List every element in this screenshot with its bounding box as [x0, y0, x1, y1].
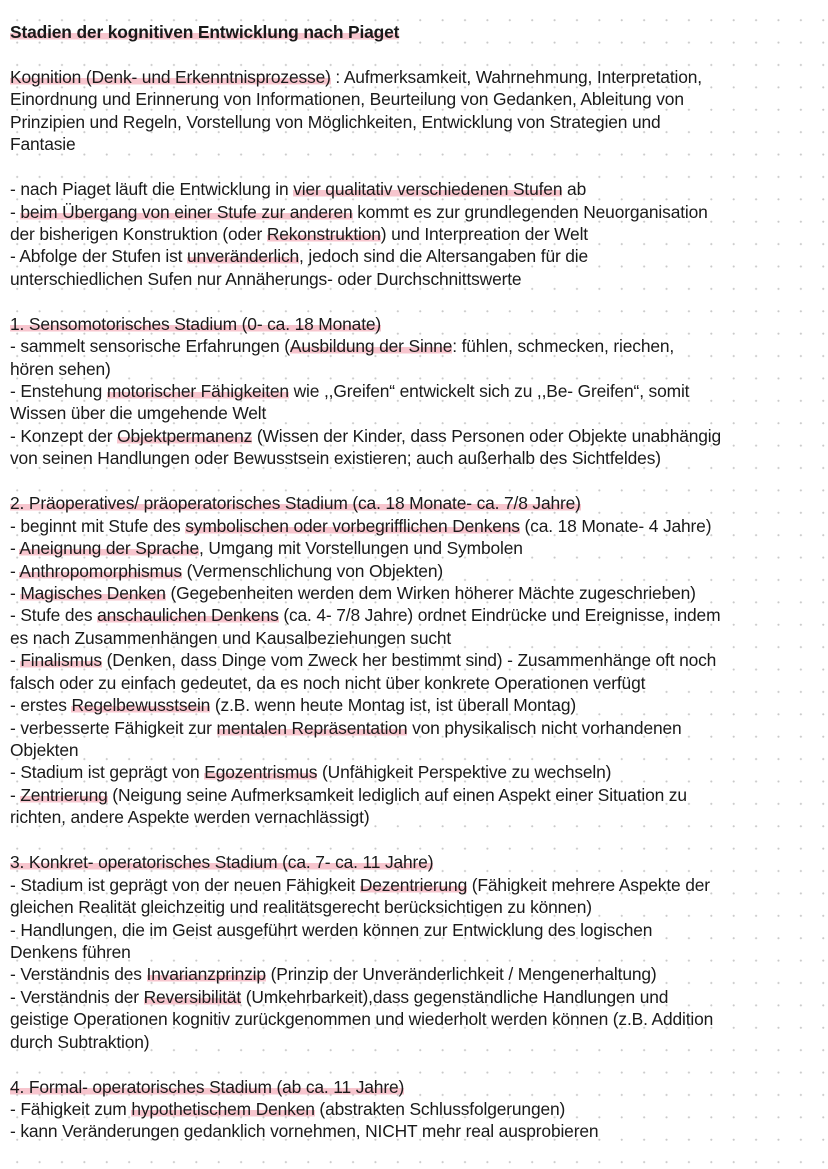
text-line — [10, 739, 828, 761]
text-line — [10, 941, 828, 963]
text-line — [10, 672, 828, 694]
text-segment: - Handlungen, die im Geist ausgeführt werden können zur Entwicklung des logischen — [10, 919, 653, 940]
text-line — [10, 1076, 828, 1098]
text-line — [10, 560, 828, 582]
note-document — [10, 21, 828, 1143]
highlighted-text: Stadien der kognitiven Entwicklung nach Piaget — [10, 22, 400, 42]
text-segment: - — [10, 201, 21, 222]
text-segment: , jedoch sind die Altersangaben für die — [299, 246, 589, 267]
highlighted-text: beim Übergang von einer Stufe zur anderen — [20, 201, 353, 222]
text-line — [10, 201, 828, 223]
blank-line — [10, 156, 828, 178]
text-line — [10, 492, 828, 514]
text-line — [10, 111, 828, 133]
document-title — [10, 21, 828, 43]
text-segment: ab — [562, 179, 587, 200]
text-line — [10, 178, 828, 200]
text-line — [10, 313, 828, 335]
text-segment: hören sehen) — [10, 358, 111, 379]
highlighted-text: hypothetischem Denken — [131, 1099, 315, 1119]
text-segment: (Neigung seine Aufmerksamkeit lediglich auf einen Aspekt einer Situation zu — [107, 784, 687, 805]
text-segment: geistige Operationen kognitiv zurückgenommen und wiederholt werden können (z.B. Addition — [10, 1009, 714, 1030]
text-segment: durch Subtraktion) — [10, 1031, 150, 1052]
text-segment: unterschiedlichen Sufen nur Annäherungs- oder Durchschnittswerte — [10, 268, 522, 289]
text-line — [10, 537, 828, 559]
text-segment: von seinen Handlungen oder Bewusstsein existieren; auch außerhalb des Sichtfeldes) — [10, 448, 661, 469]
text-line — [10, 245, 828, 267]
text-line — [10, 335, 828, 357]
highlighted-text: Finalismus — [20, 650, 102, 671]
text-line — [10, 268, 828, 290]
highlighted-text: Magisches Denken — [20, 582, 166, 603]
text-segment: gleichen Realität gleichzeitig und realitätsgerecht berücksichtigen zu können) — [10, 897, 592, 918]
text-segment: der bisherigen Konstruktion (oder — [10, 223, 267, 244]
text-segment: , Umgang mit Vorstellungen und Symbolen — [198, 538, 523, 559]
text-segment: (ca. 4- 7/8 Jahre) ordnet Eindrücke und Ereignisse, indem — [278, 605, 721, 626]
highlighted-text: Kognition (Denk- und Erkenntnisprozesse) — [10, 66, 331, 87]
text-segment: (Gegebenheiten werden dem Wirken höherer Mächte zugeschrieben) — [165, 582, 696, 603]
highlighted-text: 4. Formal- operatorisches Stadium (ab ca. 11 Jahre) — [10, 1076, 405, 1097]
text-segment: es nach Zusammenhängen und Kausalbeziehungen sucht — [10, 627, 452, 648]
text-segment: - Verständnis des — [10, 964, 147, 985]
text-line — [10, 627, 828, 649]
text-line — [10, 694, 828, 716]
text-segment: - kann Veränderungen gedanklich vornehmen, NICHT mehr real ausprobieren — [10, 1121, 599, 1142]
text-line — [10, 66, 828, 88]
blank-line — [10, 1053, 828, 1075]
blank-line — [10, 829, 828, 851]
text-segment: (Fähigkeit mehrere Aspekte der — [467, 874, 710, 895]
text-segment: Einordnung und Erinnerung von Informationen, Beurteilung von Gedanken, Ableitung von — [10, 89, 684, 110]
text-line — [10, 851, 828, 873]
text-line — [10, 447, 828, 469]
text-segment: - sammelt sensorische Erfahrungen ( — [10, 336, 290, 357]
text-segment: Wissen über die umgehende Welt — [10, 403, 267, 424]
text-line — [10, 582, 828, 604]
blank-line — [10, 290, 828, 312]
text-segment: (abstrakten Schlussfolgerungen) — [314, 1099, 566, 1119]
text-segment: (z.B. wenn heute Montag ist, ist überall Montag) — [210, 695, 576, 716]
text-segment: - erstes — [10, 695, 72, 716]
text-segment: - Verständnis der — [10, 986, 144, 1007]
text-segment: (ca. 18 Monate- 4 Jahre) — [519, 515, 712, 536]
highlighted-text: Reversibilität — [143, 986, 242, 1007]
highlighted-text: Anthropomorphismus — [19, 560, 182, 581]
text-line — [10, 919, 828, 941]
text-segment: (Vermenschlichung von Objekten) — [181, 560, 443, 581]
highlighted-text: unveränderlich — [187, 246, 300, 267]
text-line — [10, 88, 828, 110]
text-line — [10, 1120, 828, 1142]
text-segment: ) und Interpreation der Welt — [380, 223, 588, 244]
highlighted-text: 2. Präoperatives/ präoperatorisches Stadium (ca. 18 Monate- ca. 7/8 Jahre) — [10, 493, 581, 514]
highlighted-text: Ausbildung der Sinne — [289, 336, 453, 357]
blank-line — [10, 43, 828, 65]
highlighted-text: Objektpermanenz — [117, 425, 253, 446]
text-segment: Prinzipien und Regeln, Vorstellung von Möglichkeiten, Entwicklung von Strategien und — [10, 111, 661, 132]
text-segment: - — [10, 650, 21, 671]
text-line — [10, 425, 828, 447]
text-segment: (Wissen der Kinder, dass Personen oder Objekte unabhängig — [252, 425, 722, 446]
text-segment: (Unfähigkeit Perspektive zu wechseln) — [317, 762, 612, 783]
text-line — [10, 358, 828, 380]
highlighted-text: Dezentrierung — [359, 874, 468, 895]
text-segment: - — [10, 538, 20, 559]
text-segment: - Enstehung — [10, 381, 107, 401]
text-line — [10, 649, 828, 671]
text-segment: falsch oder zu einfach gedeutet, da es noch nicht über konkrete Operationen verfügt — [10, 672, 646, 693]
text-segment: (Umkehrbarkeit),dass gegenständliche Handlungen und — [241, 986, 669, 1007]
text-segment: - verbesserte Fähigkeit zur — [10, 717, 217, 738]
text-line — [10, 380, 828, 402]
text-line — [10, 896, 828, 918]
highlighted-text: Invarianzprinzip — [146, 964, 266, 985]
text-line — [10, 1098, 828, 1120]
highlighted-text: Regelbewusstsein — [71, 695, 211, 716]
blank-line — [10, 470, 828, 492]
text-segment: (Denken, dass Dinge vom Zweck her bestimmt sind) - Zusammenhänge oft noch — [101, 650, 717, 671]
text-segment: - Abfolge der Stufen ist — [10, 246, 188, 267]
text-segment: wie ,,Greifen“ entwickelt sich zu ,,Be- Greifen“, somit — [288, 381, 690, 401]
text-segment: - Fähigkeit zum — [10, 1099, 132, 1119]
text-segment: - — [10, 582, 21, 603]
text-segment: - Stadium ist geprägt von — [10, 762, 205, 783]
text-segment: Objekten — [10, 740, 79, 760]
text-line — [10, 1031, 828, 1053]
text-segment: - Konzept der — [10, 425, 118, 446]
text-segment: Fantasie — [10, 134, 76, 155]
text-line — [10, 402, 828, 424]
text-segment: - Stadium ist geprägt von der neuen Fähigkeit — [10, 874, 360, 895]
text-line — [10, 874, 828, 896]
text-segment: - — [10, 560, 20, 581]
highlighted-text: Rekonstruktion — [266, 223, 381, 244]
text-line — [10, 963, 828, 985]
highlighted-text: 1. Sensomotorisches Stadium (0- ca. 18 Monate) — [10, 313, 382, 334]
text-line — [10, 133, 828, 155]
text-line — [10, 784, 828, 806]
text-line — [10, 604, 828, 626]
text-segment: von physikalisch nicht vorhandenen — [407, 717, 682, 738]
text-segment: : Aufmerksamkeit, Wahrnehmung, Interpretation, — [330, 66, 702, 87]
highlighted-text: motorischer Fähigkeiten — [106, 381, 289, 401]
text-line — [10, 1008, 828, 1030]
highlighted-text: Aneignung der Sprache — [19, 538, 199, 559]
text-segment: (Prinzip der Unveränderlichkeit / Mengenerhaltung) — [265, 964, 657, 985]
text-line — [10, 223, 828, 245]
highlighted-text: anschaulichen Denkens — [97, 605, 279, 626]
text-segment: Denkens führen — [10, 941, 131, 962]
text-segment: richten, andere Aspekte werden vernachlässigt) — [10, 807, 370, 828]
text-segment: kommt es zur grundlegenden Neuorganisation — [352, 201, 708, 222]
highlighted-text: Zentrierung — [20, 784, 108, 805]
text-line — [10, 761, 828, 783]
highlighted-text: Egozentrismus — [204, 762, 318, 783]
text-line — [10, 986, 828, 1008]
highlighted-text: vier qualitativ verschiedenen Stufen — [293, 179, 563, 200]
text-segment: - beginnt mit Stufe des — [10, 515, 186, 536]
highlighted-text: 3. Konkret- operatorisches Stadium (ca. 7- ca. 11 Jahre) — [10, 852, 434, 873]
highlighted-text: symbolischen oder vorbegrifflichen Denkens — [185, 515, 520, 536]
text-line — [10, 515, 828, 537]
highlighted-text: mentalen Repräsentation — [216, 717, 408, 738]
text-line — [10, 806, 828, 828]
text-line — [10, 717, 828, 739]
text-segment: - nach Piaget läuft die Entwicklung in — [10, 179, 294, 200]
text-segment: - — [10, 784, 21, 805]
text-segment: - Stufe des — [10, 605, 98, 626]
text-segment: : fühlen, schmecken, riechen, — [452, 336, 675, 357]
